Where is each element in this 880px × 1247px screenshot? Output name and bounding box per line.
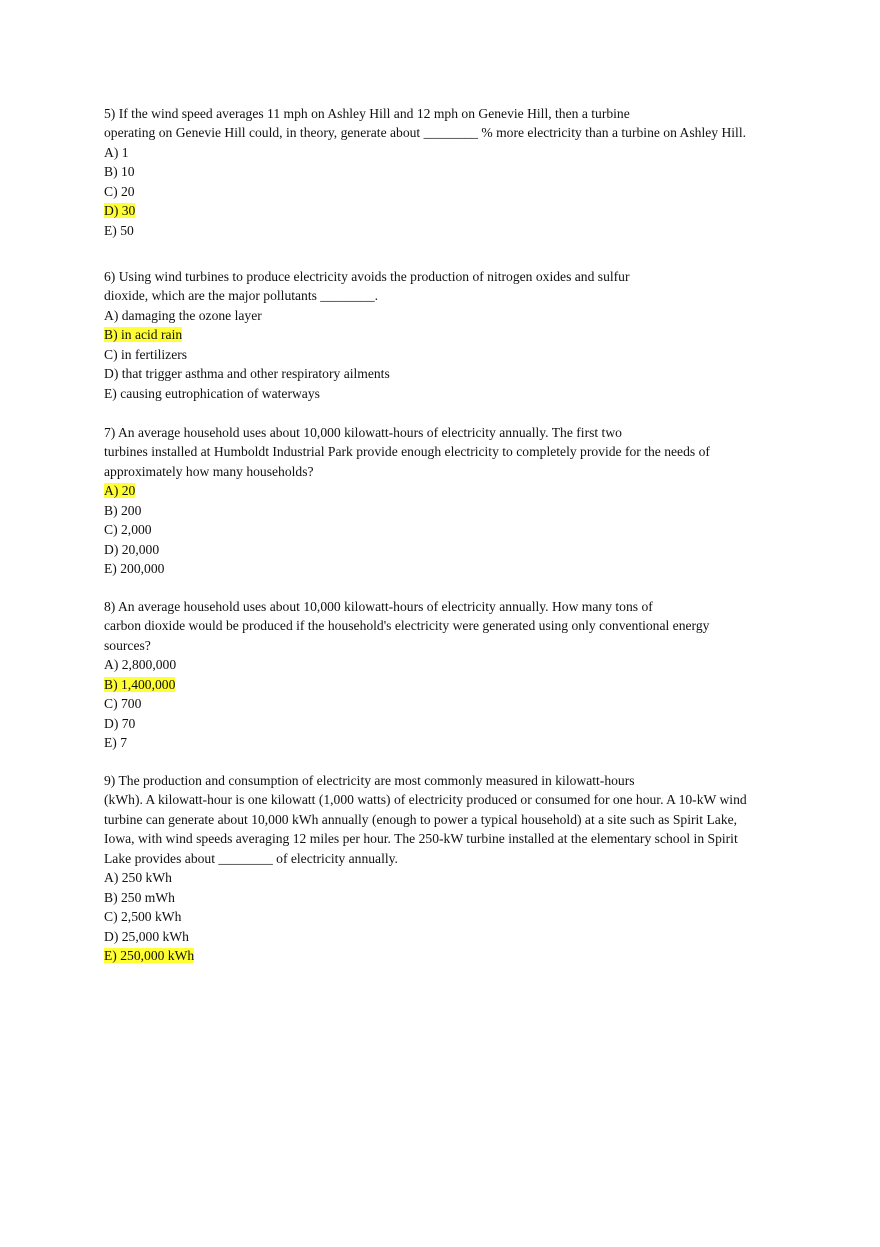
option-row	[104, 888, 784, 907]
question-stem-line: approximately how many households?	[104, 463, 314, 479]
answer-option: D) 70	[104, 715, 136, 731]
option-row	[104, 143, 784, 162]
option-row	[104, 868, 784, 887]
option-row	[104, 201, 784, 220]
answer-option: E) 7	[104, 735, 128, 751]
option-row	[104, 345, 784, 364]
question-9	[104, 771, 784, 965]
question-stem-line: 5) If the wind speed averages 11 mph on Ashley Hill and 12 mph on Genevie Hill, then a turbine	[104, 106, 630, 121]
answer-option: B) 200	[104, 502, 142, 518]
question-stem-line: (kWh). A kilowatt-hour is one kilowatt (1,000 watts) of electricity produced or consumed for one hour. A 10-kW wind	[104, 792, 747, 808]
answer-option: C) 2,500 kWh	[104, 909, 182, 925]
option-row	[104, 481, 784, 500]
answer-option: A) 250 kWh	[104, 870, 172, 886]
answer-option-highlighted: E) 250,000 kWh	[104, 947, 195, 963]
option-row	[104, 306, 784, 325]
question-stem-line: carbon dioxide would be produced if the household's electricity were generated using only conventional energy	[104, 618, 710, 634]
answer-option: B) 250 mWh	[104, 889, 175, 905]
question-8	[104, 597, 784, 753]
option-row	[104, 733, 784, 752]
answer-option-highlighted: B) 1,400,000	[104, 676, 176, 692]
option-row	[104, 694, 784, 713]
option-row	[104, 221, 784, 240]
option-row	[104, 540, 784, 559]
option-row	[104, 559, 784, 578]
option-row	[104, 675, 784, 694]
question-stem-line: dioxide, which are the major pollutants ________.	[104, 288, 379, 304]
answer-option: E) causing eutrophication of waterways	[104, 385, 320, 401]
answer-option: A) 1	[104, 144, 129, 160]
question-stem-line: turbines installed at Humboldt Industrial Park provide enough electricity to completely provide for the needs of	[104, 444, 710, 460]
option-row	[104, 927, 784, 946]
answer-option: D) 20,000	[104, 541, 160, 557]
answer-option: A) 2,800,000	[104, 657, 177, 673]
answer-option: C) 2,000	[104, 522, 152, 538]
question-stem-line: 7) An average household uses about 10,000 kilowatt-hours of electricity annually. The first two	[104, 425, 622, 440]
question-stem-line: turbine can generate about 10,000 kWh annually (enough to power a typical household) at a site such as Spirit Lake,	[104, 811, 738, 827]
option-row	[104, 325, 784, 344]
question-7	[104, 423, 784, 579]
option-row	[104, 946, 784, 965]
option-row	[104, 364, 784, 383]
question-stem-line: Lake provides about ________ of electricity annually.	[104, 850, 398, 866]
question-stem-line: 6) Using wind turbines to produce electricity avoids the production of nitrogen oxides and sulfur	[104, 269, 630, 284]
option-row	[104, 182, 784, 201]
answer-option: D) that trigger asthma and other respiratory ailments	[104, 366, 390, 382]
answer-option: D) 25,000 kWh	[104, 928, 189, 944]
answer-option: C) 700	[104, 696, 142, 712]
answer-option-highlighted: D) 30	[104, 203, 136, 219]
option-row	[104, 162, 784, 181]
option-row	[104, 501, 784, 520]
option-row	[104, 520, 784, 539]
question-6	[104, 267, 784, 403]
option-row	[104, 384, 784, 403]
question-stem-line: 9) The production and consumption of electricity are most commonly measured in kilowatt-hours	[104, 773, 635, 788]
question-stem-line: 8) An average household uses about 10,000 kilowatt-hours of electricity annually. How many tons of	[104, 599, 653, 614]
option-row	[104, 655, 784, 674]
answer-option: C) 20	[104, 183, 135, 199]
answer-option-highlighted: B) in acid rain	[104, 327, 183, 343]
answer-option: E) 200,000	[104, 561, 165, 577]
question-stem-line: Iowa, with wind speeds averaging 12 miles per hour. The 250-kW turbine installed at the elementary school in Spirit	[104, 831, 738, 847]
answer-option: A) damaging the ozone layer	[104, 307, 262, 323]
question-5	[104, 104, 784, 240]
answer-option-highlighted: A) 20	[104, 483, 136, 499]
question-stem-line: operating on Genevie Hill could, in theory, generate about ________ % more electricity than a turbine on Ashley Hill.	[104, 125, 746, 141]
option-row	[104, 714, 784, 733]
answer-option: B) 10	[104, 164, 135, 180]
option-row	[104, 907, 784, 926]
answer-option: C) in fertilizers	[104, 346, 188, 362]
question-stem-line: sources?	[104, 637, 151, 653]
answer-option: E) 50	[104, 222, 134, 238]
